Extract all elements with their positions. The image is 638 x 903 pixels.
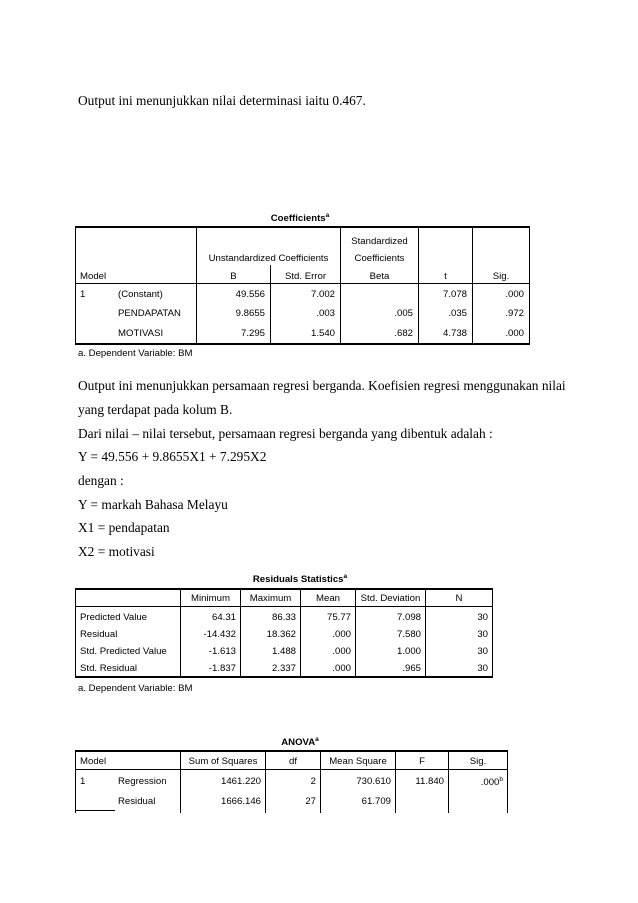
residuals-header-n: N [455,593,463,604]
cell-std-deviation: 7.098 [396,612,421,623]
anova-header-df: df [288,756,297,767]
cell-t: 4.738 [442,328,467,339]
residuals-right-border [492,588,493,678]
coefficients-header-std-error: Std. Error [284,271,327,282]
coefficients-header-sig: Sig. [492,271,510,282]
residuals-top-border [75,588,493,590]
cell-b: 7.295 [240,328,265,339]
anova-title [200,736,400,748]
cell-maximum: 2.337 [271,663,296,674]
cell-minimum: -1.613 [208,646,236,657]
anova-top-border [75,750,508,752]
intro-text: Output ini menunjukkan nilai determinasi iaitu 0.467. [78,93,366,108]
cell-beta: .682 [394,328,413,339]
coefficients-left-border [75,226,76,344]
cell-mean-square: 730.610 [356,776,391,787]
cell-sum-of-squares: 1461.220 [220,776,261,787]
residuals-title-sup: a [343,573,348,580]
cell-maximum: 1.488 [271,646,296,657]
cell-sig [449,776,503,788]
coefficients-header-unstandardized: Unstandardized Coefficients [208,253,329,264]
row-label: Residual [80,629,118,640]
cell-beta: .005 [394,308,413,319]
cell-b: 49.556 [235,289,265,300]
cell-df: 27 [305,796,316,807]
coefficients-col-divider [418,228,419,344]
coefficients-model-number: 1 [80,289,86,300]
paragraph-line: X1 = pendapatan [78,520,170,535]
cell-minimum: -14.432 [203,629,236,640]
cell-n: 30 [477,629,488,640]
residuals-header-std-deviation: Std. Deviation [360,593,421,604]
row-label: Predicted Value [80,612,148,623]
cell-std-deviation: 1.000 [396,646,421,657]
anova-title-sup: a [315,736,319,743]
cell-sig: .000 [505,289,524,300]
coefficients-header-standardized: Standardized [351,236,408,247]
paragraph-line: Y = markah Bahasa Melayu [78,497,228,512]
coefficients-title [200,212,400,224]
paragraph-line: Dari nilai – nilai tersebut, persamaan regresi berganda yang dibentuk adalah : [78,426,493,441]
cell-mean: .000 [332,663,351,674]
cell-minimum: -1.837 [208,663,236,674]
cell-sig: .972 [505,308,524,319]
cell-n: 30 [477,646,488,657]
cell-std-error: 1.540 [310,328,335,339]
anova-model-number: 1 [80,776,86,787]
cell-std-deviation: 7.580 [396,629,421,640]
residuals-footnote: a. Dependent Variable: BM [78,683,193,694]
cell-minimum: 64.31 [211,612,236,623]
coefficients-bottom-border [75,343,530,345]
cell-mean: .000 [332,629,351,640]
cell-std-error: 7.002 [310,289,335,300]
anova-header-sig: Sig. [469,756,487,767]
anova-header-sum-of-squares: Sum of Squares [188,756,258,767]
residuals-left-border [75,588,76,678]
coefficients-col-divider [472,228,473,344]
anova-title-text: ANOVA [281,737,316,749]
coefficients-header-model: Model [80,271,107,282]
anova-model-underline [75,810,115,811]
row-label: (Constant) [118,289,163,300]
residuals-header-mean: Mean [316,593,340,604]
regression-equation: Y = 49.556 + 9.8655X1 + 7.295X2 [78,449,267,464]
cell-mean: .000 [332,646,351,657]
cell-n: 30 [477,612,488,623]
coefficients-top-border [75,226,530,228]
residuals-header-maximum: Maximum [249,593,292,604]
row-label: PENDAPATAN [118,308,181,319]
residuals-title-text: Residuals Statistics [252,574,344,586]
row-label: Std. Predicted Value [80,646,167,657]
residuals-header-divider [75,606,493,607]
paragraph-line: X2 = motivasi [78,544,155,559]
coefficients-title-text: Coefficients [270,213,326,225]
anova-right-border [507,750,508,813]
coefficients-footnote: a. Dependent Variable: BM [78,348,193,359]
cell-sig-value: .000 [480,777,500,789]
cell-n: 30 [477,663,488,674]
paragraph-line: Output ini menunjukkan persamaan regresi berganda. Koefisien regresi menggunakan nilai [78,378,566,393]
row-label: Residual [118,796,156,807]
residuals-bottom-border [75,676,493,678]
coefficients-header-beta: Beta [369,271,390,282]
residuals-title [200,573,400,585]
anova-header-divider [75,769,508,770]
row-label: Regression [118,776,167,787]
cell-t: .035 [448,308,467,319]
paragraph-line: dengan : [78,473,124,488]
coefficients-right-border [529,226,530,344]
coefficients-header-t: t [444,271,447,282]
coefficients-col-divider [196,228,197,344]
cell-sum-of-squares: 1666.146 [220,796,261,807]
cell-maximum: 86.33 [271,612,296,623]
coefficients-header-b: B [230,271,237,282]
cell-maximum: 18.362 [266,629,296,640]
anova-left-border [75,750,76,813]
anova-header-mean-square: Mean Square [329,756,387,767]
coefficients-header-coefficients: Coefficients [354,253,405,264]
row-label: MOTIVASI [118,328,164,339]
cell-f: 11.840 [415,776,444,787]
cell-std-deviation: .965 [402,663,421,674]
anova-header-f: F [419,756,425,767]
coefficients-title-sup: a [325,212,330,219]
cell-mean: 75.77 [326,612,351,623]
cell-df: 2 [310,776,316,787]
cell-sig-sup: b [499,776,503,783]
anova-header-model: Model [80,756,107,767]
paragraph-line: yang terdapat pada kolum B. [78,402,233,417]
cell-std-error: .003 [316,308,335,319]
cell-mean-square: 61.709 [361,796,391,807]
residuals-header-minimum: Minimum [191,593,230,604]
cell-sig: .000 [505,328,524,339]
cell-b: 9.8655 [235,308,265,319]
row-label: Std. Residual [80,663,138,674]
coefficients-header-divider [75,283,530,284]
cell-t: 7.078 [442,289,467,300]
